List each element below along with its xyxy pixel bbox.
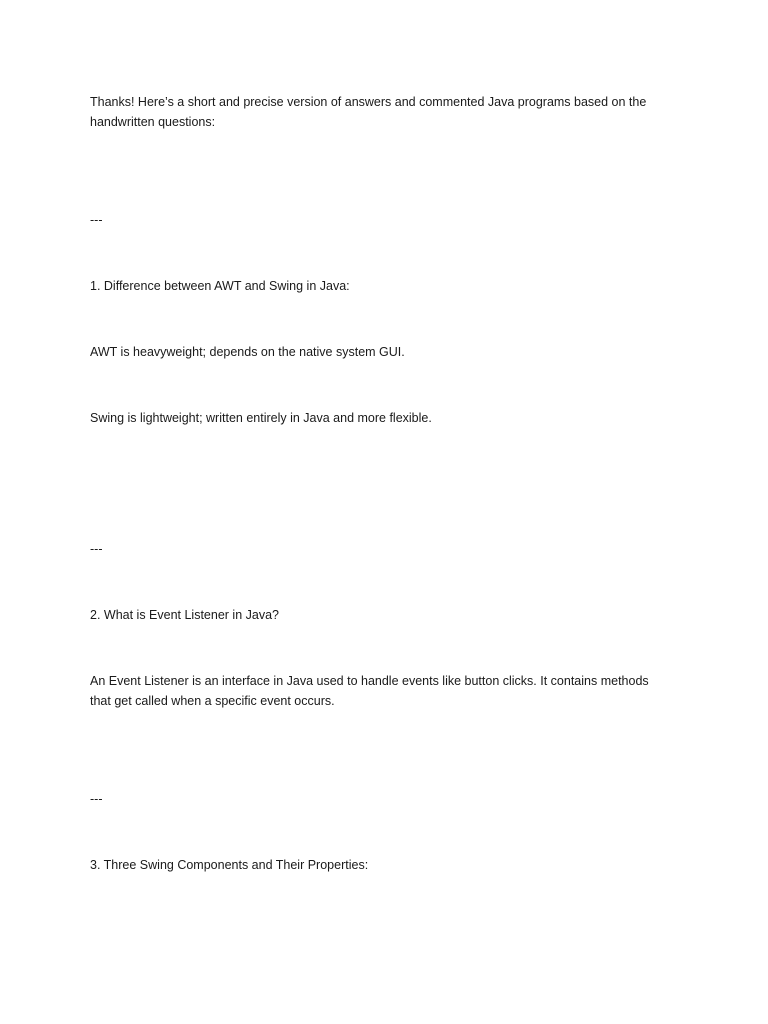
question-1-heading: 1. Difference between AWT and Swing in Java: — [90, 279, 350, 293]
section-separator: --- — [90, 542, 103, 556]
intro-paragraph: Thanks! Here’s a short and precise version of answers and commented Java programs based on the handwritten questions: — [90, 95, 647, 129]
question-2-answer: An Event Listener is an interface in Java used to handle events like button clicks. It contains methods that get called when a specific event occurs. — [90, 674, 649, 708]
section-separator: --- — [90, 792, 103, 806]
section-separator: --- — [90, 213, 103, 227]
question-2-heading: 2. What is Event Listener in Java? — [90, 608, 279, 622]
question-1-awt-point: AWT is heavyweight; depends on the native system GUI. — [90, 345, 405, 359]
question-1-swing-point: Swing is lightweight; written entirely in Java and more flexible. — [90, 411, 432, 425]
question-3-heading: 3. Three Swing Components and Their Properties: — [90, 858, 369, 872]
